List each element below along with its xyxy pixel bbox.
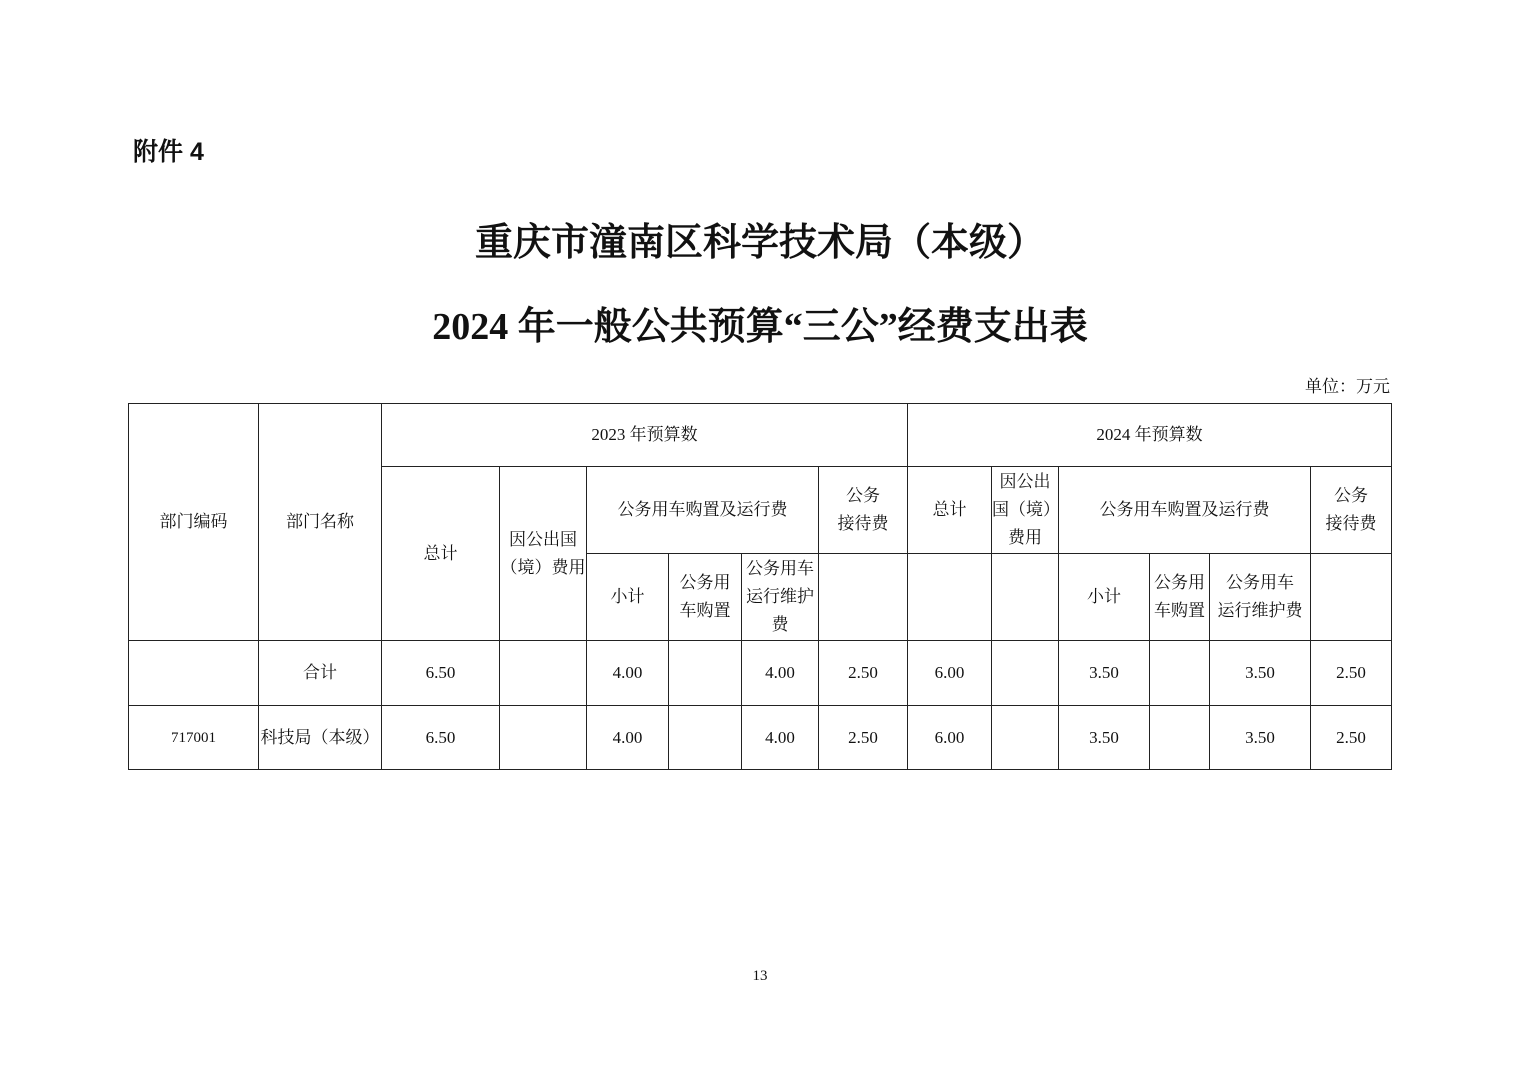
cell-2024-vehicle-operation: 3.50 [1210,641,1311,706]
header-2023-abroad: 因公出国 （境）费用 [500,467,587,641]
cell-2023-vehicle-purchase [669,706,742,770]
header-2024-abroad: 因公出 国（境） 费用 [992,467,1059,554]
header-2023-reception: 公务 接待费 [819,467,908,554]
header-2023-vehicle-operation: 公务用车 运行维护 费 [742,554,819,641]
header-2024-total: 总计 [908,467,992,554]
cell-2023-total: 6.50 [382,706,500,770]
cell-2024-total: 6.00 [908,641,992,706]
header-2023-total: 总计 [382,467,500,641]
cell-2024-abroad [992,706,1059,770]
header-2023-vehicle-purchase: 公务用 车购置 [669,554,742,641]
header-2024-vehicle: 公务用车购置及运行费 [1059,467,1311,554]
cell-2023-reception: 2.50 [819,641,908,706]
cell-2024-total: 6.00 [908,706,992,770]
cell-2024-vehicle-purchase [1150,706,1210,770]
header-2024-vehicle-operation: 公务用车 运行维护费 [1210,554,1311,641]
cell-2023-vehicle-operation: 4.00 [742,641,819,706]
cell-dept-name: 合计 [259,641,382,706]
budget-table [128,403,1392,770]
table-row [129,706,1392,770]
cell-2024-reception: 2.50 [1311,706,1392,770]
cell-2024-vehicle-subtotal: 3.50 [1059,706,1150,770]
document-title-line-2: 2024 年一般公共预算“三公”经费支出表 [432,306,1088,348]
cell-dept-code: 717001 [129,706,259,770]
cell-2023-vehicle-subtotal: 4.00 [587,706,669,770]
cell-2023-vehicle-purchase [669,641,742,706]
attachment-label: 附件 4 [133,138,204,166]
page-number: 13 [752,968,768,984]
header-2024-reception: 公务 接待费 [1311,467,1392,554]
cell-2024-vehicle-purchase [1150,641,1210,706]
cell-2024-reception: 2.50 [1311,641,1392,706]
header-row-1 [129,404,1392,467]
cell-2023-vehicle-operation: 4.00 [742,706,819,770]
header-2023-vehicle-subtotal: 小计 [587,554,669,641]
empty-header-cell [1311,554,1392,641]
cell-2024-vehicle-operation: 3.50 [1210,706,1311,770]
header-2024-budget: 2024 年预算数 [908,404,1392,467]
header-dept-code: 部门编码 [129,404,259,641]
empty-header-cell [819,554,908,641]
table-row [129,641,1392,706]
cell-2024-abroad [992,641,1059,706]
cell-dept-name: 科技局（本级） [259,706,382,770]
cell-dept-code [129,641,259,706]
cell-2023-total: 6.50 [382,641,500,706]
header-2023-budget: 2023 年预算数 [382,404,908,467]
document-title-line-1: 重庆市潼南区科学技术局（本级） [474,222,1045,264]
cell-2023-reception: 2.50 [819,706,908,770]
cell-2023-abroad [500,706,587,770]
header-2023-vehicle: 公务用车购置及运行费 [587,467,819,554]
empty-header-cell [992,554,1059,641]
header-2024-vehicle-subtotal: 小计 [1059,554,1150,641]
header-dept-name: 部门名称 [259,404,382,641]
cell-2023-vehicle-subtotal: 4.00 [587,641,669,706]
empty-header-cell [908,554,992,641]
cell-2024-vehicle-subtotal: 3.50 [1059,641,1150,706]
header-2024-vehicle-purchase: 公务用 车购置 [1150,554,1210,641]
unit-label: 单位：万元 [1305,377,1390,396]
cell-2023-abroad [500,641,587,706]
